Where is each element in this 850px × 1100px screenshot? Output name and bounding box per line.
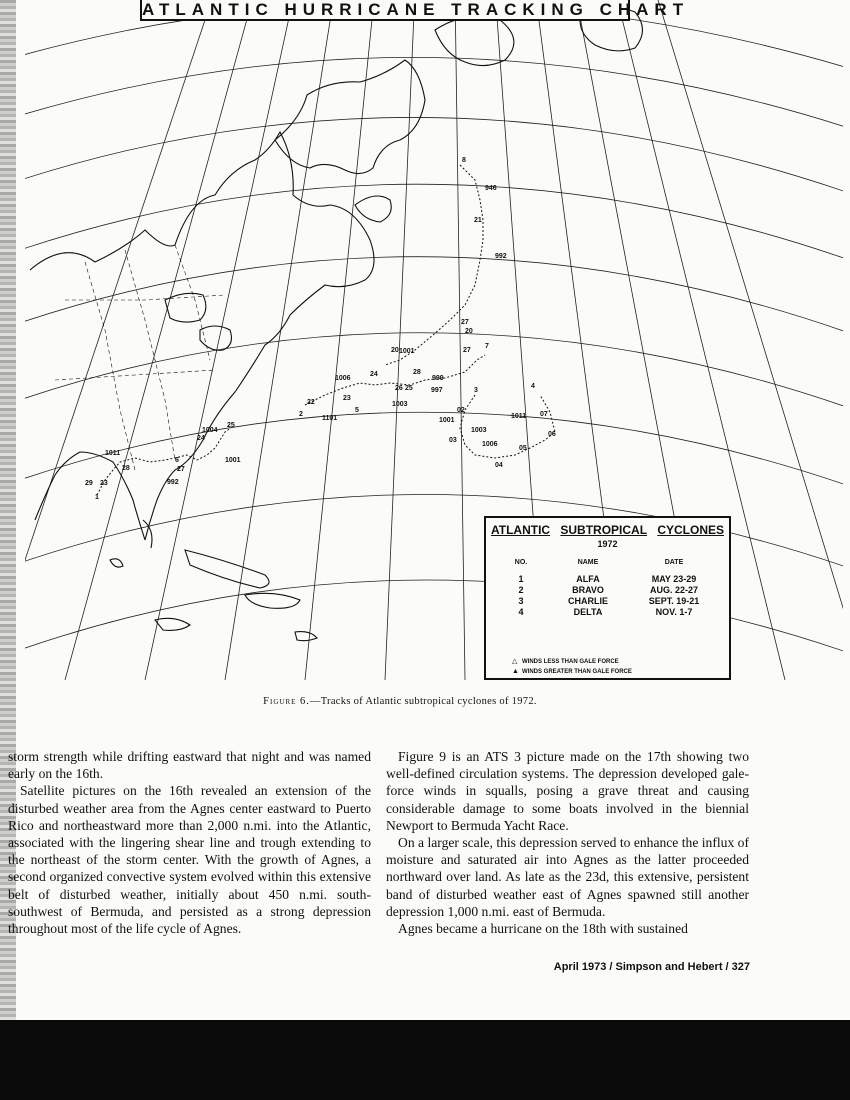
storm-tracks: [85, 157, 556, 501]
right-paragraph-3: Agnes became a hurricane on the 18th with sustained: [398, 921, 688, 937]
legend-row-name: CHARLIE: [568, 595, 608, 606]
marker-charlie-start: 3: [474, 387, 478, 394]
marker-g-start: 7: [485, 343, 489, 350]
label-b-p10: 28: [413, 369, 421, 376]
label-b-p2: 1101: [322, 415, 338, 422]
label-a-p1: 23: [100, 480, 108, 487]
legend-row-name: BRAVO: [572, 584, 604, 595]
marker-h-start: 8: [462, 157, 466, 164]
label-a-p7: 1004: [202, 427, 218, 434]
label-a-p4: 24: [197, 435, 205, 442]
left-paragraph-2: Satellite pictures on the 16th revealed an extension of the disturbed weather area from the Agnes center eastward to Puerto Rico and northeastward more than 2,000 n.mi. into the Atlantic, associated with the lingering shear line and trough extending to the northeast of the storm center. With the growth of Agnes, a second organized convective system evolved within this extensive belt of disturbed weather, initially about 450 n.mi. south-southwest of Bermuda, and persisted as a strong depression throughout most of the life cycle of Agnes.: [8, 783, 371, 937]
label-c-p10: 07: [540, 411, 548, 418]
label-b-p3: 23: [343, 395, 351, 402]
marker-bravo-start: 2: [299, 411, 303, 418]
label-c-p4: 1001: [439, 417, 455, 424]
legend-header-no: NO.: [514, 559, 528, 566]
scan-bottom-bar: [0, 1020, 850, 1100]
legend-row-no: 3: [518, 595, 524, 606]
chart-title: ATLANTIC HURRICANE TRACKING CHART: [142, 0, 690, 19]
label-d-p3: 946: [485, 185, 497, 192]
right-paragraph-1: Figure 9 is an ATS 3 picture made on the 17th showing two well-defined circulation systems. The depression developed gale-force winds in squalls, posing a grave threat and causing considerable damage to some boats involved in the biennial Newport to Bermuda Yacht Race.: [386, 749, 749, 833]
label-a-p3: 28: [122, 465, 130, 472]
legend-year: 1972: [597, 539, 618, 549]
label-b-p7: 26: [395, 385, 403, 392]
marker-e-start: 5: [355, 407, 359, 414]
label-c-p7: 04: [495, 462, 503, 469]
figure-caption-text: —Tracks of Atlantic subtropical cyclones of 1972.: [309, 696, 537, 707]
triangle-outline-icon: △: [512, 658, 518, 665]
label-b-p6: 25: [405, 385, 413, 392]
marker-alfa-start: 1: [95, 494, 99, 501]
legend-title: [486, 518, 729, 537]
legend-row-date: SEPT. 19-21: [648, 595, 700, 606]
legend-row: [510, 573, 704, 584]
label-d-p4: 27: [461, 319, 469, 326]
legend-key-less-label: WINDS LESS THAN GALE FORCE: [522, 659, 619, 665]
label-d-p1: 21: [474, 217, 482, 224]
track-markers: [85, 157, 556, 501]
label-c-p1: 997: [431, 387, 443, 394]
legend-title-right: CYCLONES: [657, 523, 724, 537]
label-c-p9: 1011: [511, 413, 527, 420]
legend-header-date: DATE: [664, 559, 684, 566]
label-a-p10: 1001: [225, 457, 241, 464]
label-b-p9: 1001: [399, 348, 415, 355]
legend-row: [510, 584, 704, 595]
legend-row: [510, 595, 704, 606]
label-c-p11: 06: [548, 431, 556, 438]
label-c-p6: 1006: [482, 441, 498, 448]
legend-box: [484, 516, 731, 680]
legend-row-no: 4: [518, 606, 524, 617]
legend-header-name: NAME: [577, 559, 599, 566]
legend-keys: [512, 657, 632, 677]
label-b-p1: 22: [307, 399, 315, 406]
label-b-p13: 20: [391, 347, 399, 354]
label-b-p8: 1003: [392, 401, 408, 408]
figure-caption-label: Figure 6.: [263, 696, 310, 707]
legend-key-greater-label: WINDS GREATER THAN GALE FORCE: [522, 669, 632, 675]
legend-row-no: 2: [518, 584, 524, 595]
label-a-p8: 992: [167, 479, 179, 486]
marker-f-start: 6: [175, 457, 179, 464]
legend-row-date: MAY 23-29: [651, 573, 697, 584]
legend-row: [510, 606, 704, 617]
legend-row-date: NOV. 1-7: [655, 606, 693, 617]
legend-row-name: ALFA: [576, 573, 600, 584]
track-bravo: [305, 355, 485, 405]
marker-delta-start: 4: [531, 383, 535, 390]
label-b-p12: 27: [463, 347, 471, 354]
figure-caption: [0, 696, 800, 707]
legend-title-mid: SUBTROPICAL: [560, 523, 648, 537]
label-c-p2: 02: [457, 407, 465, 414]
legend-title-left: ATLANTIC: [491, 523, 551, 537]
label-b-p11: 999: [432, 375, 444, 382]
right-column: [386, 748, 749, 937]
label-a-p9: 27: [177, 466, 185, 473]
legend-row-date: AUG. 22-27: [649, 584, 699, 595]
label-b-p4: 1006: [335, 375, 351, 382]
legend-row-no: 1: [518, 573, 524, 584]
label-c-p3: 1003: [471, 427, 487, 434]
label-a-p5: 25: [227, 422, 235, 429]
legend-key-greater: [512, 667, 632, 677]
label-c-p5: 03: [449, 437, 457, 444]
page-footer: April 1973 / Simpson and Hebert / 327: [553, 961, 750, 973]
legend-header-row: [510, 559, 704, 573]
legend-key-less: [512, 657, 632, 667]
legend-table: [510, 559, 704, 617]
right-paragraph-2: On a larger scale, this depression served to enhance the influx of moisture and saturated air into Agnes as the latter proceeded northward over land. As late as the 23d, this extensive, persistent band of disturbed weather east of Agnes spawned still another depression 1,000 n.mi. east of Bermuda.: [386, 835, 749, 919]
left-paragraph-1: storm strength while drifting eastward that night and was named early on the 16th.: [8, 749, 371, 782]
label-d-p2: 992: [495, 253, 507, 260]
label-b-p5: 24: [370, 371, 378, 378]
left-column: [8, 748, 371, 937]
triangle-filled-icon: ▲: [512, 668, 519, 675]
label-d-p5: 20: [465, 328, 473, 335]
legend-row-name: DELTA: [573, 606, 603, 617]
label-c-p8: 05: [519, 445, 527, 452]
label-a-p2: 1011: [105, 450, 121, 457]
label-a-p6: 29: [85, 480, 93, 487]
